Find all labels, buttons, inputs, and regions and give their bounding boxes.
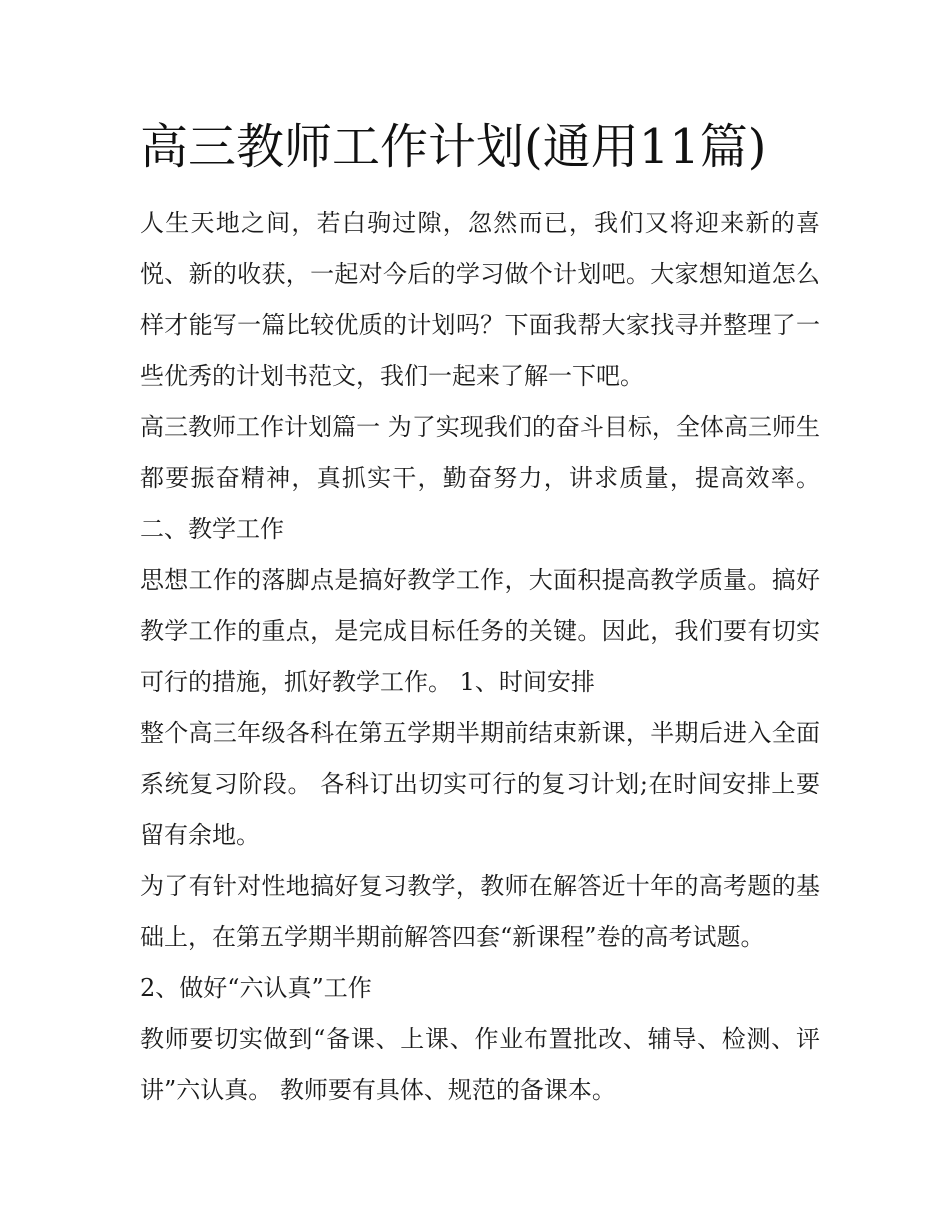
document-title: 高三教师工作计划(通用11篇) xyxy=(140,119,767,175)
paragraph-heading-six: 2、做好“六认真”工作 xyxy=(140,974,372,1002)
paragraph-six-serious: 教师要切实做到“备课、上课、作业布置批改、辅导、检测、评讲”六认真。 教师要有具体、规范的备课本。 xyxy=(140,1025,820,1104)
paragraph-intro: 人生天地之间，若白驹过隙，忽然而已，我们又将迎来新的喜悦、新的收获，一起对今后的学习做个计划吧。大家想知道怎么样才能写一篇比较优质的计划吗？下面我帮大家找寻并整理了一些优秀的计划书范文，我们一起来了解一下吧。 xyxy=(140,209,820,390)
paragraph-review: 为了有针对性地搞好复习教学，教师在解答近十年的高考题的基础上，在第五学期半期前解答四套“新课程”卷的高考试题。 xyxy=(140,872,820,951)
document-body xyxy=(140,198,820,1116)
paragraph-schedule: 整个高三年级各科在第五学期半期前结束新课，半期后进入全面系统复习阶段。 各科订出切实可行的复习计划;在时间安排上要留有余地。 xyxy=(140,719,820,849)
paragraph-plan-one: 高三教师工作计划篇一 为了实现我们的奋斗目标，全体高三师生都要振奋精神，真抓实干，勤奋努力，讲求质量，提高效率。 二、教学工作 xyxy=(140,413,820,543)
paragraph-teaching-work: 思想工作的落脚点是搞好教学工作，大面积提高教学质量。搞好教学工作的重点，是完成目标任务的关键。因此，我们要有切实可行的措施，抓好教学工作。 1、时间安排 xyxy=(140,566,820,696)
